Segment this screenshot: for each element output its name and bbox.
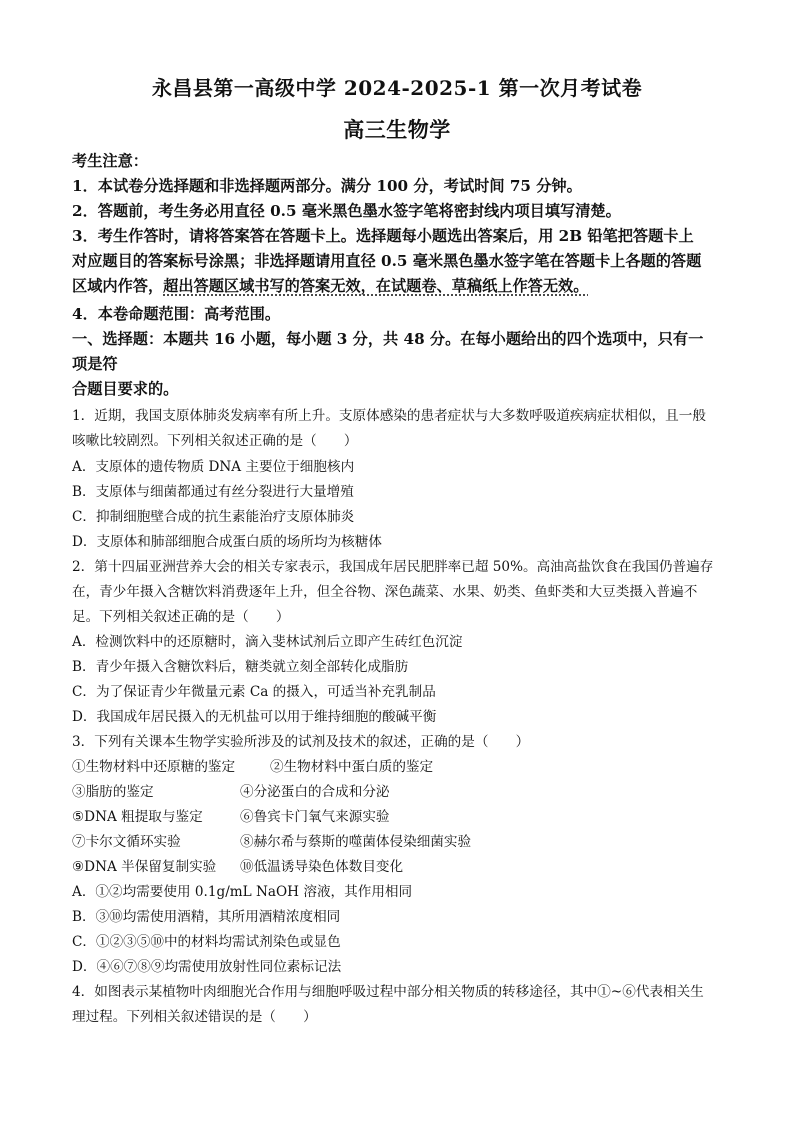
q3-option-c: C．①②③⑤⑩中的材料均需试剂染色或显色 <box>72 934 341 950</box>
q3-item: ①生物材料中还原糖的鉴定 <box>72 759 236 775</box>
notice-item-3-line-1: 3．考生作答时，请将答案答在答题卡上。选择题每小题选出答案后，用 2B 铅笔把答题卡上 <box>72 227 694 245</box>
q3-item: ⑧赫尔希与蔡斯的噬菌体侵染细菌实验 <box>240 834 472 850</box>
section-heading-line-1: 一、选择题：本题共 16 小题，每小题 3 分，共 48 分。在每小题给出的四个选项中，只有一 <box>72 330 704 348</box>
q2-stem-line-2: 在，青少年摄入含糖饮料消费逐年上升，但全谷物、深色蔬菜、水果、奶类、鱼虾类和大豆类摄入普遍不 <box>72 584 698 600</box>
q3-item-row <box>72 780 732 800</box>
section-heading-line-3: 合题目要求的。 <box>72 380 179 398</box>
q3-item: ③脂肪的鉴定 <box>72 784 154 800</box>
notice-item-2: 2．答题前，考生务必用直径 0.5 毫米黑色墨水签字笔将密封线内项目填写清楚。 <box>72 202 621 220</box>
notice-item-3-line-2: 对应题目的答案标号涂黑；非选择题请用直径 0.5 毫米黑色墨水签字笔在答题卡上各题的答题 <box>72 252 702 270</box>
q3-stem: 3．下列有关课本生物学实验所涉及的试剂及技术的叙述，正确的是（ ） <box>72 734 530 750</box>
q3-item: ②生物材料中蛋白质的鉴定 <box>270 759 434 775</box>
q2-option-a: A．检测饮料中的还原糖时，滴入斐林试剂后立即产生砖红色沉淀 <box>72 634 463 650</box>
notice-item-4: 4．本卷命题范围：高考范围。 <box>72 305 281 323</box>
q4-stem-line-2: 理过程。下列相关叙述错误的是（ ） <box>72 1009 317 1025</box>
q4-stem-line-1: 4．如图表示某植物叶肉细胞光合作用与细胞呼吸过程中部分相关物质的转移途径，其中①~⑥代表相关生 <box>72 984 704 1000</box>
notice-item-1: 1．本试卷分选择题和非选择题两部分。满分 100 分，考试时间 75 分钟。 <box>72 177 582 195</box>
q3-item-row <box>72 755 732 775</box>
q1-option-c: C．抑制细胞壁合成的抗生素能治疗支原体肺炎 <box>72 509 355 525</box>
notice-item-3-emphasis: 超出答题区域书写的答案无效，在试题卷、草稿纸上作答无效。 <box>163 277 589 295</box>
q3-option-b: B．③⑩均需使用酒精，其所用酒精浓度相同 <box>72 909 341 925</box>
exam-subject: 高三生物学 <box>343 117 451 142</box>
q3-option-d: D．④⑥⑦⑧⑨均需使用放射性同位素标记法 <box>72 959 342 975</box>
q3-item: ⑦卡尔文循环实验 <box>72 834 181 850</box>
q3-item: ⑥鲁宾卡门氧气来源实验 <box>240 809 390 825</box>
q1-stem-line-2: 咳嗽比较剧烈。下列相关叙述正确的是（ ） <box>72 433 358 449</box>
q3-item: ⑨DNA 半保留复制实验 <box>72 859 217 875</box>
exam-title: 永昌县第一高级中学 2024-2025-1 第一次月考试卷 <box>151 76 643 100</box>
q1-stem-line-1: 1．近期，我国支原体肺炎发病率有所上升。支原体感染的患者症状与大多数呼吸道疾病症状相似，且一般 <box>72 408 706 424</box>
q2-stem-line-3: 足。下列相关叙述正确的是（ ） <box>72 609 290 625</box>
q2-stem-line-1: 2．第十四届亚洲营养大会的相关专家表示，我国成年居民肥胖率已超 50%。高油高盐饮食在我国仍普遍存 <box>72 559 714 575</box>
notice-heading: 考生注意： <box>72 152 148 170</box>
q1-option-d: D．支原体和肺部细胞合成蛋白质的场所均为核糖体 <box>72 534 382 550</box>
notice-item-3-line-3 <box>72 275 732 296</box>
q2-option-b: B．青少年摄入含糖饮料后，糖类就立刻全部转化成脂肪 <box>72 659 409 675</box>
q3-item-row <box>72 855 732 875</box>
q3-item: ⑤DNA 粗提取与鉴定 <box>72 809 203 825</box>
q1-option-b: B．支原体与细菌都通过有丝分裂进行大量增殖 <box>72 484 354 500</box>
q3-item-row <box>72 805 732 825</box>
q3-item: ④分泌蛋白的合成和分泌 <box>240 784 390 800</box>
q1-option-a: A．支原体的遗传物质 DNA 主要位于细胞核内 <box>72 459 355 475</box>
q3-option-a: A．①②均需要使用 0.1g/mL NaOH 溶液，其作用相同 <box>72 884 413 900</box>
q2-option-c: C．为了保证青少年微量元素 Ca 的摄入，可适当补充乳制品 <box>72 684 436 700</box>
notice-item-3-prefix: 区域内作答， <box>72 277 164 295</box>
q2-option-d: D．我国成年居民摄入的无机盐可以用于维持细胞的酸碱平衡 <box>72 709 437 725</box>
q3-item-row <box>72 830 732 850</box>
q3-item: ⑩低温诱导染色体数目变化 <box>240 859 404 875</box>
section-heading-line-2: 项是符 <box>72 355 118 373</box>
